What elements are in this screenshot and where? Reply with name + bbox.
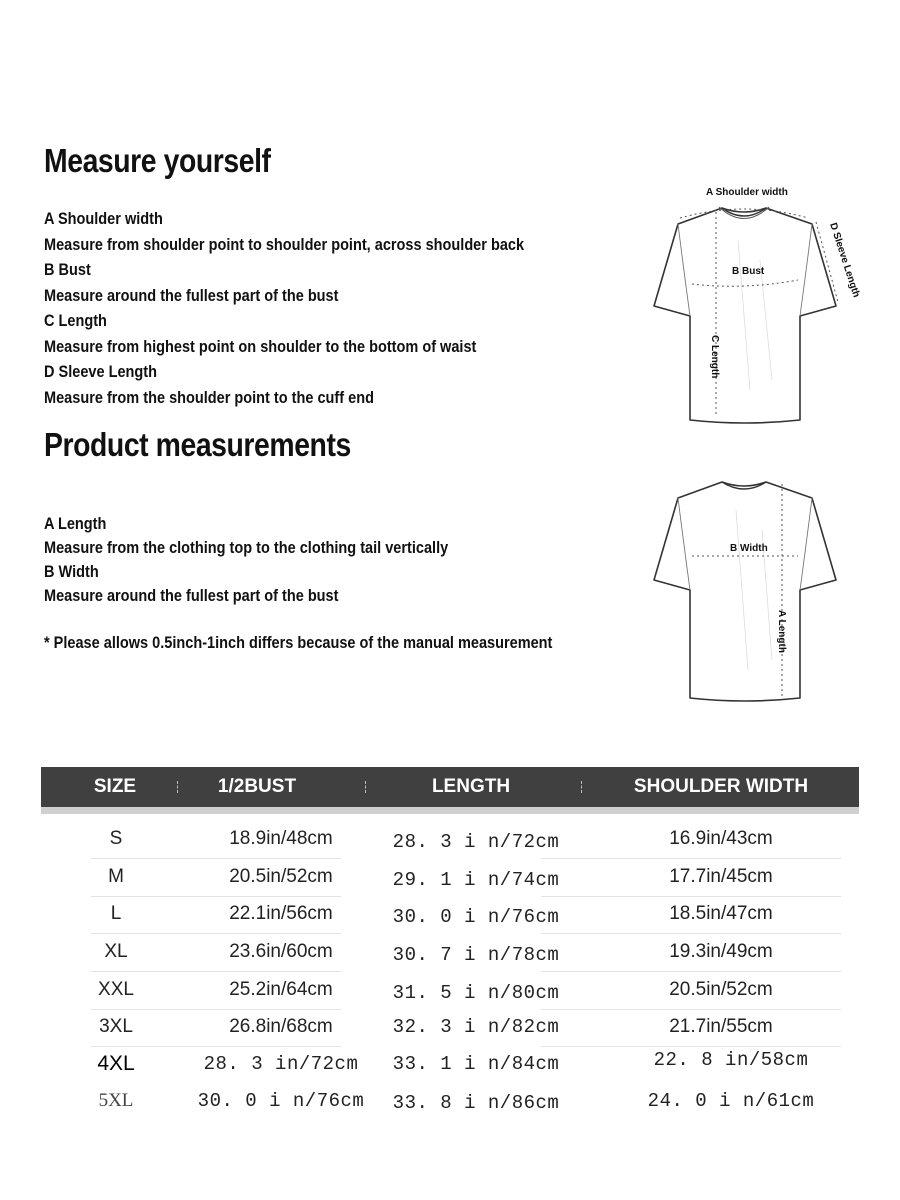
cell-size: S: [109, 828, 123, 849]
cell-bust: 18.9in/48cm: [229, 828, 333, 849]
cell-length: 29. 1 i n/74cm: [392, 869, 560, 891]
cell-shoulder: 24. 0 i n/61cm: [647, 1090, 815, 1112]
cell-bust: 20.5in/52cm: [229, 866, 333, 887]
measure-line: Measure from highest point on shoulder to the bottom of waist: [44, 338, 477, 356]
cell-shoulder: 19.3in/49cm: [669, 941, 773, 962]
length-label: C Length: [709, 335, 720, 379]
header-size: SIZE: [93, 776, 137, 797]
product-measurements-diagram: [640, 470, 870, 710]
measure-line: B Bust: [44, 261, 91, 279]
cell-length: 30. 0 i n/76cm: [392, 906, 560, 928]
cell-size: 5XL: [98, 1090, 134, 1111]
cell-shoulder: 16.9in/43cm: [669, 828, 773, 849]
measure-line: Measure from the shoulder point to the cuff end: [44, 389, 374, 407]
table-row: [41, 821, 859, 859]
measure-line: Measure from shoulder point to shoulder point, across shoulder back: [44, 236, 525, 254]
table-row: [41, 972, 859, 1010]
measure-line: Measure around the fullest part of the bust: [44, 287, 339, 305]
header-underline: [41, 807, 859, 814]
header-separator: [177, 781, 178, 793]
header-length: LENGTH: [431, 776, 511, 797]
measure-line: C Length: [44, 312, 107, 330]
table-row: [41, 896, 859, 934]
cell-shoulder: 18.5in/47cm: [669, 903, 773, 924]
table-row: [41, 1083, 859, 1121]
product-line: Measure around the fullest part of the bust: [44, 587, 339, 605]
a-length-label: A Length: [776, 610, 787, 653]
cell-bust: 22.1in/56cm: [229, 903, 333, 924]
cell-bust: 30. 0 i n/76cm: [197, 1090, 365, 1112]
cell-length: 31. 5 i n/80cm: [392, 982, 560, 1004]
measure-line: A Shoulder width: [44, 210, 163, 228]
product-measurements-title: Product measurements: [44, 426, 351, 463]
sleeve-length-label: D Sleeve Length: [827, 221, 862, 299]
product-line: Measure from the clothing top to the clothing tail vertically: [44, 539, 449, 557]
cell-size: 4XL: [97, 1052, 135, 1075]
cell-shoulder: 22. 8 in/58cm: [653, 1049, 809, 1071]
width-label: B Width: [730, 543, 768, 554]
cell-bust: 26.8in/68cm: [229, 1016, 333, 1037]
cell-bust: 28. 3 in/72cm: [203, 1053, 359, 1075]
cell-size: M: [108, 866, 124, 887]
product-line: A Length: [44, 515, 107, 533]
cell-bust: 25.2in/64cm: [229, 979, 333, 1000]
cell-size: XL: [104, 941, 128, 962]
table-row: [41, 934, 859, 972]
cell-length: 33. 1 i n/84cm: [392, 1053, 560, 1075]
cell-shoulder: 20.5in/52cm: [669, 979, 773, 1000]
cell-size: L: [110, 903, 122, 924]
measure-yourself-diagram: [640, 180, 870, 430]
table-row: [41, 1046, 859, 1084]
header-separator: [581, 781, 582, 793]
product-line: B Width: [44, 563, 99, 581]
bust-label: B Bust: [732, 266, 765, 277]
cell-length: 30. 7 i n/78cm: [392, 944, 560, 966]
cell-length: 28. 3 i n/72cm: [392, 831, 560, 853]
cell-length: 32. 3 i n/82cm: [392, 1016, 560, 1038]
cell-size: XXL: [98, 979, 134, 1000]
size-table-header: [41, 767, 859, 807]
header-shoulder-width: SHOULDER WIDTH: [633, 776, 809, 797]
measure-yourself-title: Measure yourself: [44, 142, 271, 179]
header-separator: [365, 781, 366, 793]
cell-bust: 23.6in/60cm: [229, 941, 333, 962]
shoulder-width-label: A Shoulder width: [706, 187, 788, 198]
cell-shoulder: 17.7in/45cm: [669, 866, 773, 887]
cell-size: 3XL: [99, 1016, 133, 1037]
cell-length: 33. 8 i n/86cm: [392, 1092, 560, 1114]
measurement-note: * Please allows 0.5inch-1inch differs because of the manual measurement: [44, 634, 553, 652]
measure-line: D Sleeve Length: [44, 363, 157, 381]
header-bust: 1/2BUST: [217, 776, 297, 797]
table-row: [41, 859, 859, 897]
cell-shoulder: 21.7in/55cm: [669, 1016, 773, 1037]
